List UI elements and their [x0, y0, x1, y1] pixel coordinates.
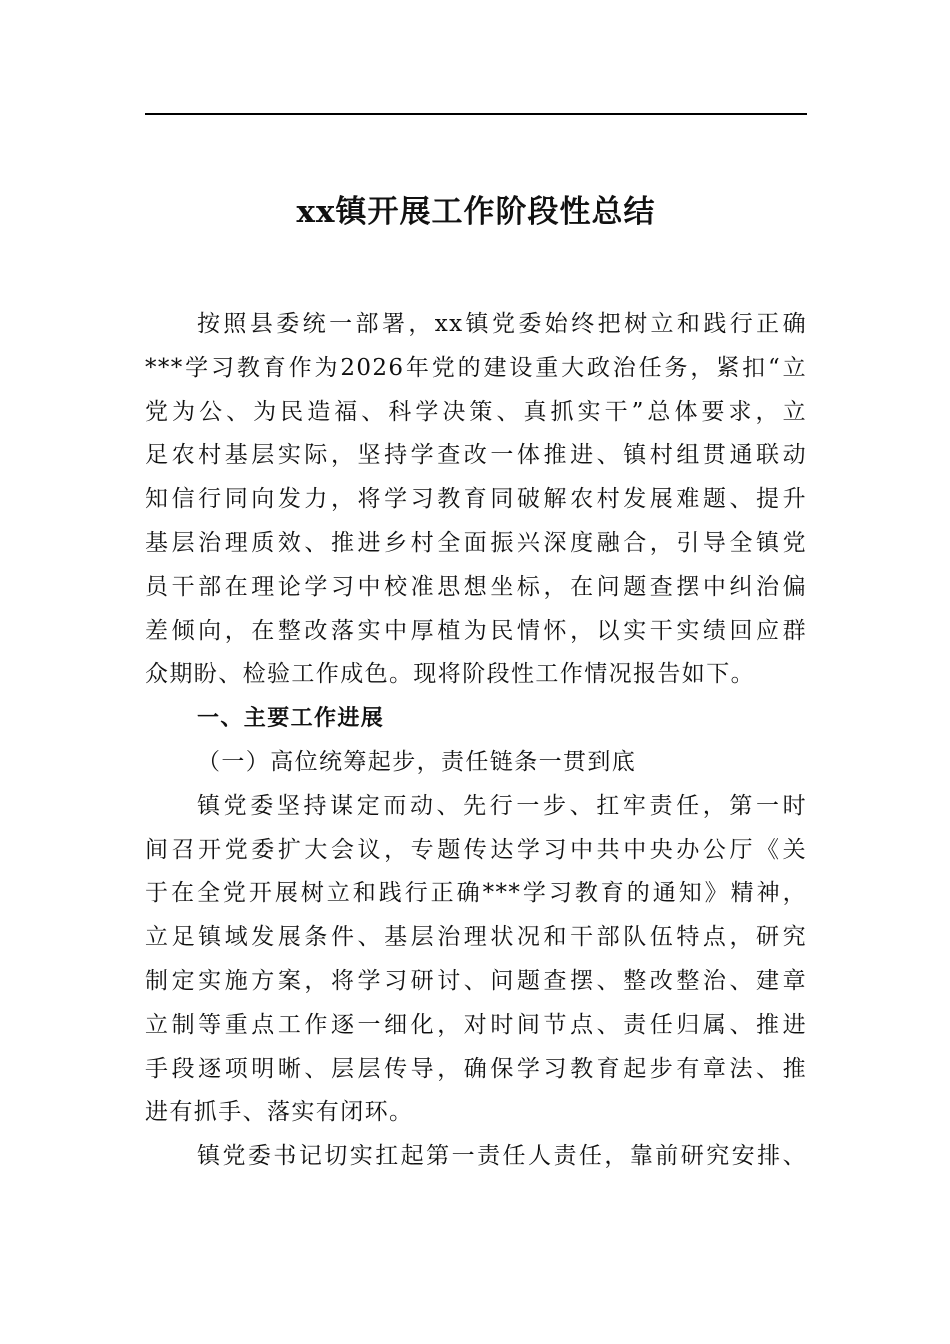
paragraph-line: ***学习教育作为2026年党的建设重大政治任务，紧扣“立 — [145, 354, 807, 381]
paragraph-line: 立足镇域发展条件、基层治理状况和干部队伍特点，研究 — [145, 924, 807, 951]
document-title: xx镇开展工作阶段性总结 — [296, 194, 656, 230]
paragraph-line: 党为公、为民造福、科学决策、真抓实干”总体要求，立 — [145, 398, 807, 425]
paragraph-line: 知信行同向发力，将学习教育同破解农村发展难题、提升 — [145, 486, 807, 513]
paragraph-line: 差倾向，在整改落实中厚植为民情怀，以实干实绩回应群 — [145, 617, 807, 644]
section-heading: 一、主要工作进展 — [197, 706, 385, 732]
paragraph-line: 于在全党开展树立和践行正确***学习教育的通知》精神， — [145, 880, 807, 907]
paragraph-line: 镇党委书记切实扛起第一责任人责任，靠前研究安排、 — [197, 1143, 807, 1170]
header-rule — [145, 113, 807, 115]
paragraph-line: 进有抓手、落实有闭环。 — [145, 1099, 414, 1126]
paragraph-line: 按照县委统一部署，xx镇党委始终把树立和践行正确 — [197, 311, 807, 337]
paragraph-line: 立制等重点工作逐一细化，对时间节点、责任归属、推进 — [145, 1011, 807, 1038]
paragraph-line: 众期盼、检验工作成色。现将阶段性工作情况报告如下。 — [145, 661, 755, 688]
paragraph-line: 足农村基层实际，坚持学查改一体推进、镇村组贯通联动 — [145, 442, 807, 469]
paragraph-line: 间召开党委扩大会议，专题传达学习中共中央办公厅《关 — [145, 836, 807, 863]
paragraph-line: 员干部在理论学习中校准思想坐标，在问题查摆中纠治偏 — [145, 573, 807, 600]
document-body — [145, 303, 807, 1179]
paragraph-line: 制定实施方案，将学习研讨、问题查摆、整改整治、建章 — [145, 967, 807, 994]
paragraph-line: 基层治理质效、推进乡村全面振兴深度融合，引导全镇党 — [145, 529, 807, 556]
paragraph-line: 手段逐项明晰、层层传导，确保学习教育起步有章法、推 — [145, 1055, 807, 1082]
subsection-heading: （一）高位统筹起步，责任链条一贯到底 — [197, 748, 637, 775]
paragraph-line: 镇党委坚持谋定而动、先行一步、扛牢责任，第一时 — [197, 792, 807, 819]
